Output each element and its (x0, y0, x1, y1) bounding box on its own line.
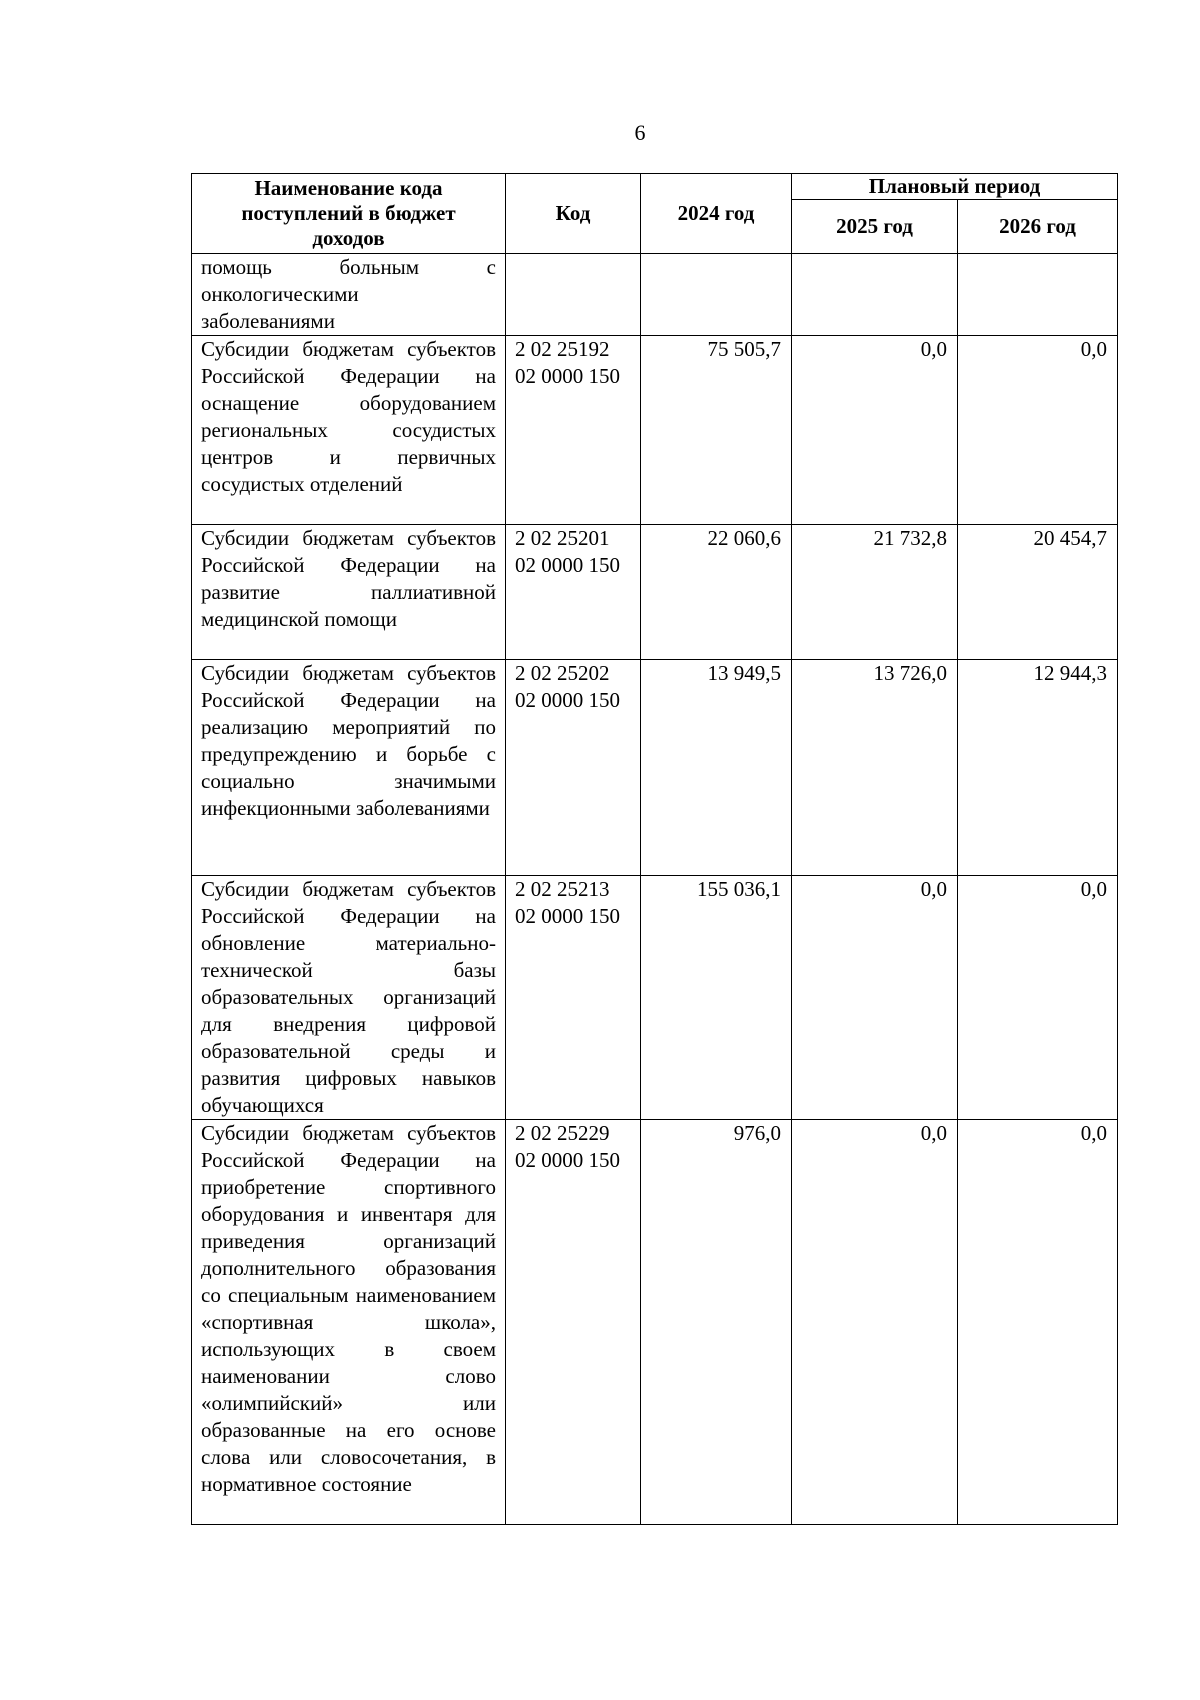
table-row (192, 525, 1118, 660)
header-code: Код (506, 174, 641, 254)
row-value-2025: 0,0 (792, 1120, 958, 1525)
row-value-2026 (958, 254, 1118, 336)
row-value-2024 (641, 254, 792, 336)
row-value-2025: 0,0 (792, 336, 958, 525)
row-value-2026: 0,0 (958, 876, 1118, 1120)
row-code-part-2: 02 0000 150 (515, 364, 620, 388)
row-name: Субсидии бюджетам субъектов Российской Федерации на приобретение спортивного оборудования и инвентаря для приведения организаций дополнительного образования со специальным наименованием «спортивная школа», использующих в своем наименовании слово «олимпийский» или образованные на его основе слова или словосочетания, в нормативное состояние (192, 1120, 506, 1525)
row-code-part-2: 02 0000 150 (515, 553, 620, 577)
header-year-2025: 2025 год (792, 200, 958, 254)
row-code (506, 876, 641, 1120)
row-value-2025: 13 726,0 (792, 660, 958, 876)
row-name: Субсидии бюджетам субъектов Российской Федерации на развитие паллиативной медицинской помощи (192, 525, 506, 660)
row-value-2026: 12 944,3 (958, 660, 1118, 876)
row-code (506, 336, 641, 525)
row-value-2026: 0,0 (958, 336, 1118, 525)
row-value-2024: 75 505,7 (641, 336, 792, 525)
row-code-part-2: 02 0000 150 (515, 688, 620, 712)
row-code-part-2: 02 0000 150 (515, 1148, 620, 1172)
row-code-part-1: 2 02 25229 (515, 1121, 610, 1145)
row-code (506, 660, 641, 876)
row-code-part-1: 2 02 25201 (515, 526, 610, 550)
row-name: помощь больным с онкологическими заболеваниями (192, 254, 506, 336)
row-code (506, 254, 641, 336)
row-code-part-1: 2 02 25202 (515, 661, 610, 685)
row-value-2025 (792, 254, 958, 336)
row-code-part-1: 2 02 25213 (515, 877, 610, 901)
header-name: Наименование кода поступлений в бюджет доходов (192, 174, 506, 254)
row-name: Субсидии бюджетам субъектов Российской Федерации на обновление материально-технической базы образовательных организаций для внедрения цифровой образовательной среды и развития цифровых навыков обучающихся (192, 876, 506, 1120)
row-name: Субсидии бюджетам субъектов Российской Федерации на оснащение оборудованием региональных сосудистых центров и первичных сосудистых отделений (192, 336, 506, 525)
row-value-2024: 22 060,6 (641, 525, 792, 660)
table-row (192, 876, 1118, 1120)
row-value-2025: 21 732,8 (792, 525, 958, 660)
row-value-2024: 13 949,5 (641, 660, 792, 876)
table-row (192, 254, 1118, 336)
row-value-2024: 976,0 (641, 1120, 792, 1525)
row-code (506, 525, 641, 660)
row-value-2024: 155 036,1 (641, 876, 792, 1120)
row-code-part-1: 2 02 25192 (515, 337, 610, 361)
row-code-part-2: 02 0000 150 (515, 904, 620, 928)
row-value-2025: 0,0 (792, 876, 958, 1120)
header-year-2024: 2024 год (641, 174, 792, 254)
row-code (506, 1120, 641, 1525)
row-value-2026: 0,0 (958, 1120, 1118, 1525)
header-planned-period: Плановый период (792, 174, 1118, 200)
row-name: Субсидии бюджетам субъектов Российской Федерации на реализацию мероприятий по предупреждению и борьбе с социально значимыми инфекционными заболеваниями (192, 660, 506, 876)
header-year-2026: 2026 год (958, 200, 1118, 254)
row-value-2026: 20 454,7 (958, 525, 1118, 660)
table-row (192, 336, 1118, 525)
revenue-table (191, 173, 1118, 1525)
table-row (192, 660, 1118, 876)
page-number: 6 (634, 120, 646, 145)
table-row (192, 1120, 1118, 1525)
